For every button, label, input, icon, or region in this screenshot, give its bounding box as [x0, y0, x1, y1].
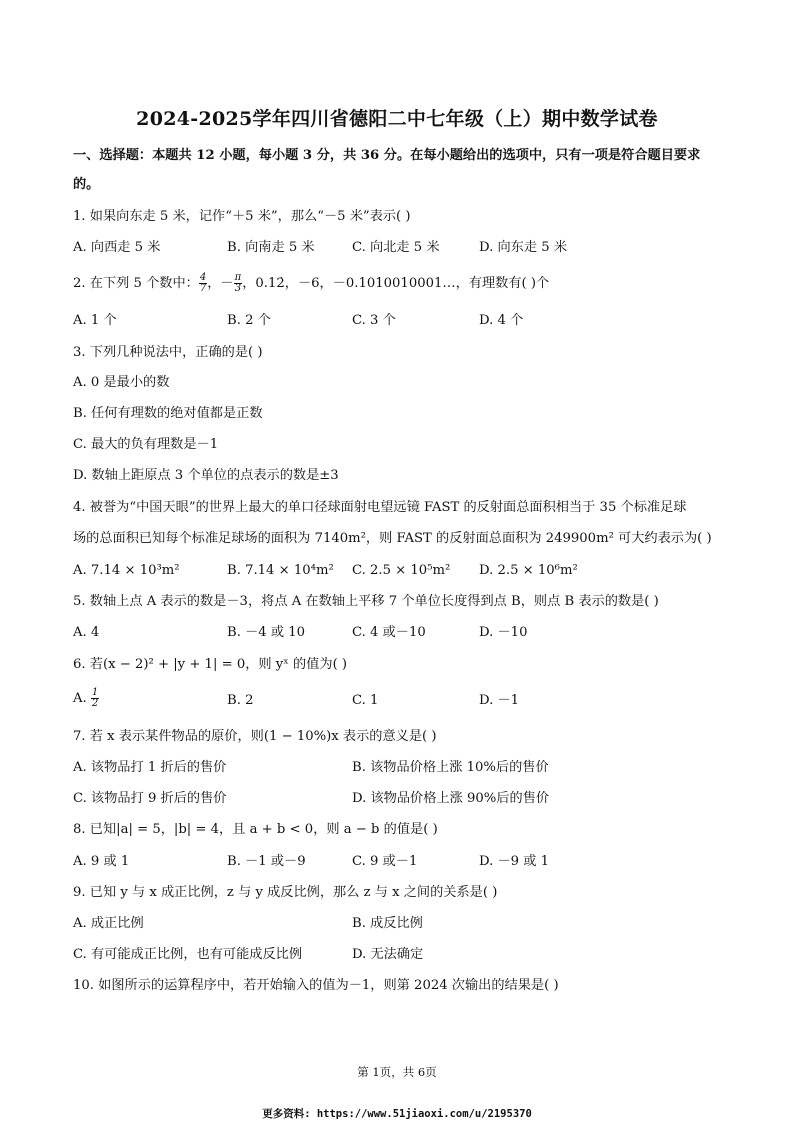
section-heading-line2: 的。	[73, 177, 100, 192]
q9-option-a: A. 成正比例	[73, 916, 144, 931]
q2-option-c: C. 3 个	[352, 313, 396, 328]
q6-option-d: D. －1	[479, 693, 520, 708]
q2-option-d: D. 4 个	[479, 313, 524, 328]
q9-option-c: C. 有可能成正比例，也有可能成反比例	[73, 947, 303, 962]
q6-option-a-fraction: $\frac{1}{2}$	[91, 687, 99, 709]
q2-suffix: ，0.12̇，－6，－0.1010010001…，有理数有( )个	[242, 276, 550, 291]
q7-option-d: D. 该物品价格上涨 90%后的售价	[352, 791, 550, 806]
q7-option-a: A. 该物品打 1 折后的售价	[73, 760, 227, 775]
q8-option-c: C. 9 或－1	[352, 854, 418, 869]
q8-option-a: A. 9 或 1	[73, 854, 130, 869]
q3-option-d: D. 数轴上距原点 3 个单位的点表示的数是±3	[73, 468, 339, 483]
q5-option-c: C. 4 或－10	[352, 625, 426, 640]
q4-option-a: A. 7.14 × 10³m²	[73, 563, 180, 578]
q2-option-b: B. 2 个	[227, 313, 271, 328]
question-5-stem: 5. 数轴上点 A 表示的数是－3，将点 A 在数轴上平移 7 个单位长度得到点 B，则点 B 表示的数是( )	[73, 594, 659, 609]
q3-option-c: C. 最大的负有理数是－1	[73, 437, 219, 452]
q2-separator: ，－	[207, 276, 234, 291]
question-8-stem: 8. 已知|a| = 5，|b| = 4，且 a + b < 0，则 a − b 的值是( )	[73, 822, 438, 837]
q8-option-b: B. －1 或－9	[227, 854, 306, 869]
source-link-line[interactable]: 更多资料: https://www.51jiaoxi.com/u/2195370	[262, 1108, 532, 1120]
q1-option-c: C. 向北走 5 米	[352, 240, 440, 255]
q4-option-c: C. 2.5 × 10⁵m²	[352, 563, 451, 578]
page-title: 2024-2025学年四川省德阳二中七年级（上）期中数学试卷	[136, 108, 658, 130]
question-4-stem-line1: 4. 被誉为“中国天眼”的世界上最大的单口径球面射电望远镜 FAST 的反射面总面积相当于 35 个标准足球	[73, 500, 687, 515]
q3-option-b: B. 任何有理数的绝对值都是正数	[73, 406, 263, 421]
q8-option-d: D. －9 或 1	[479, 854, 550, 869]
question-9-stem: 9. 已知 y 与 x 成正比例，z 与 y 成反比例，那么 z 与 x 之间的关系是( )	[73, 885, 498, 900]
q2-prefix: 2. 在下列 5 个数中：	[73, 276, 199, 291]
q9-option-d: D. 无法确定	[352, 947, 424, 962]
section-heading-line1: 一、选择题：本题共 12 小题，每小题 3 分，共 36 分。在每小题给出的选项中，只有一项是符合题目要求	[73, 148, 701, 163]
q7-option-b: B. 该物品价格上涨 10%后的售价	[352, 760, 549, 775]
q4-option-b: B. 7.14 × 10⁴m²	[227, 563, 334, 578]
question-6-stem: 6. 若(x − 2)² + |y + 1| = 0，则 yˣ 的值为( )	[73, 657, 348, 672]
question-10-stem: 10. 如图所示的运算程序中，若开始输入的值为－1，则第 2024 次输出的结果是( )	[73, 978, 559, 993]
q9-option-b: B. 成反比例	[352, 916, 423, 931]
q5-option-d: D. －10	[479, 625, 528, 640]
q5-option-a: A. 4	[73, 625, 100, 640]
question-2-stem	[73, 273, 549, 294]
q2-fraction-1: $\frac{4}{7}$	[199, 272, 207, 294]
q4-option-d: D. 2.5 × 10⁶m²	[479, 563, 578, 578]
q6-option-c: C. 1	[352, 693, 379, 708]
q7-option-c: C. 该物品打 9 折后的售价	[73, 791, 227, 806]
page-footer: 第 1页，共 6页	[357, 1065, 437, 1079]
q1-option-b: B. 向南走 5 米	[227, 240, 315, 255]
q6-option-a: A. $\frac{1}{2}$	[73, 687, 99, 709]
question-7-stem: 7. 若 x 表示某件物品的原价，则(1 − 10%)x 表示的意义是( )	[73, 729, 437, 744]
q6-option-b: B. 2	[227, 693, 254, 708]
question-3-stem: 3. 下列几种说法中，正确的是( )	[73, 345, 263, 360]
q1-option-a: A. 向西走 5 米	[73, 240, 161, 255]
q2-fraction-2: $\frac{\pi}{3}$	[234, 272, 242, 294]
question-4-stem-line2: 场的总面积已知每个标准足球场的面积为 7140m²，则 FAST 的反射面总面积为 249900m² 可大约表示为( )	[73, 531, 712, 546]
q1-option-d: D. 向东走 5 米	[479, 240, 568, 255]
q2-option-a: A. 1 个	[73, 313, 117, 328]
question-1-stem: 1. 如果向东走 5 米，记作“＋5 米”，那么“－5 米”表示( )	[73, 209, 411, 224]
q5-option-b: B. －4 或 10	[227, 625, 306, 640]
q3-option-a: A. 0 是最小的数	[73, 375, 170, 390]
